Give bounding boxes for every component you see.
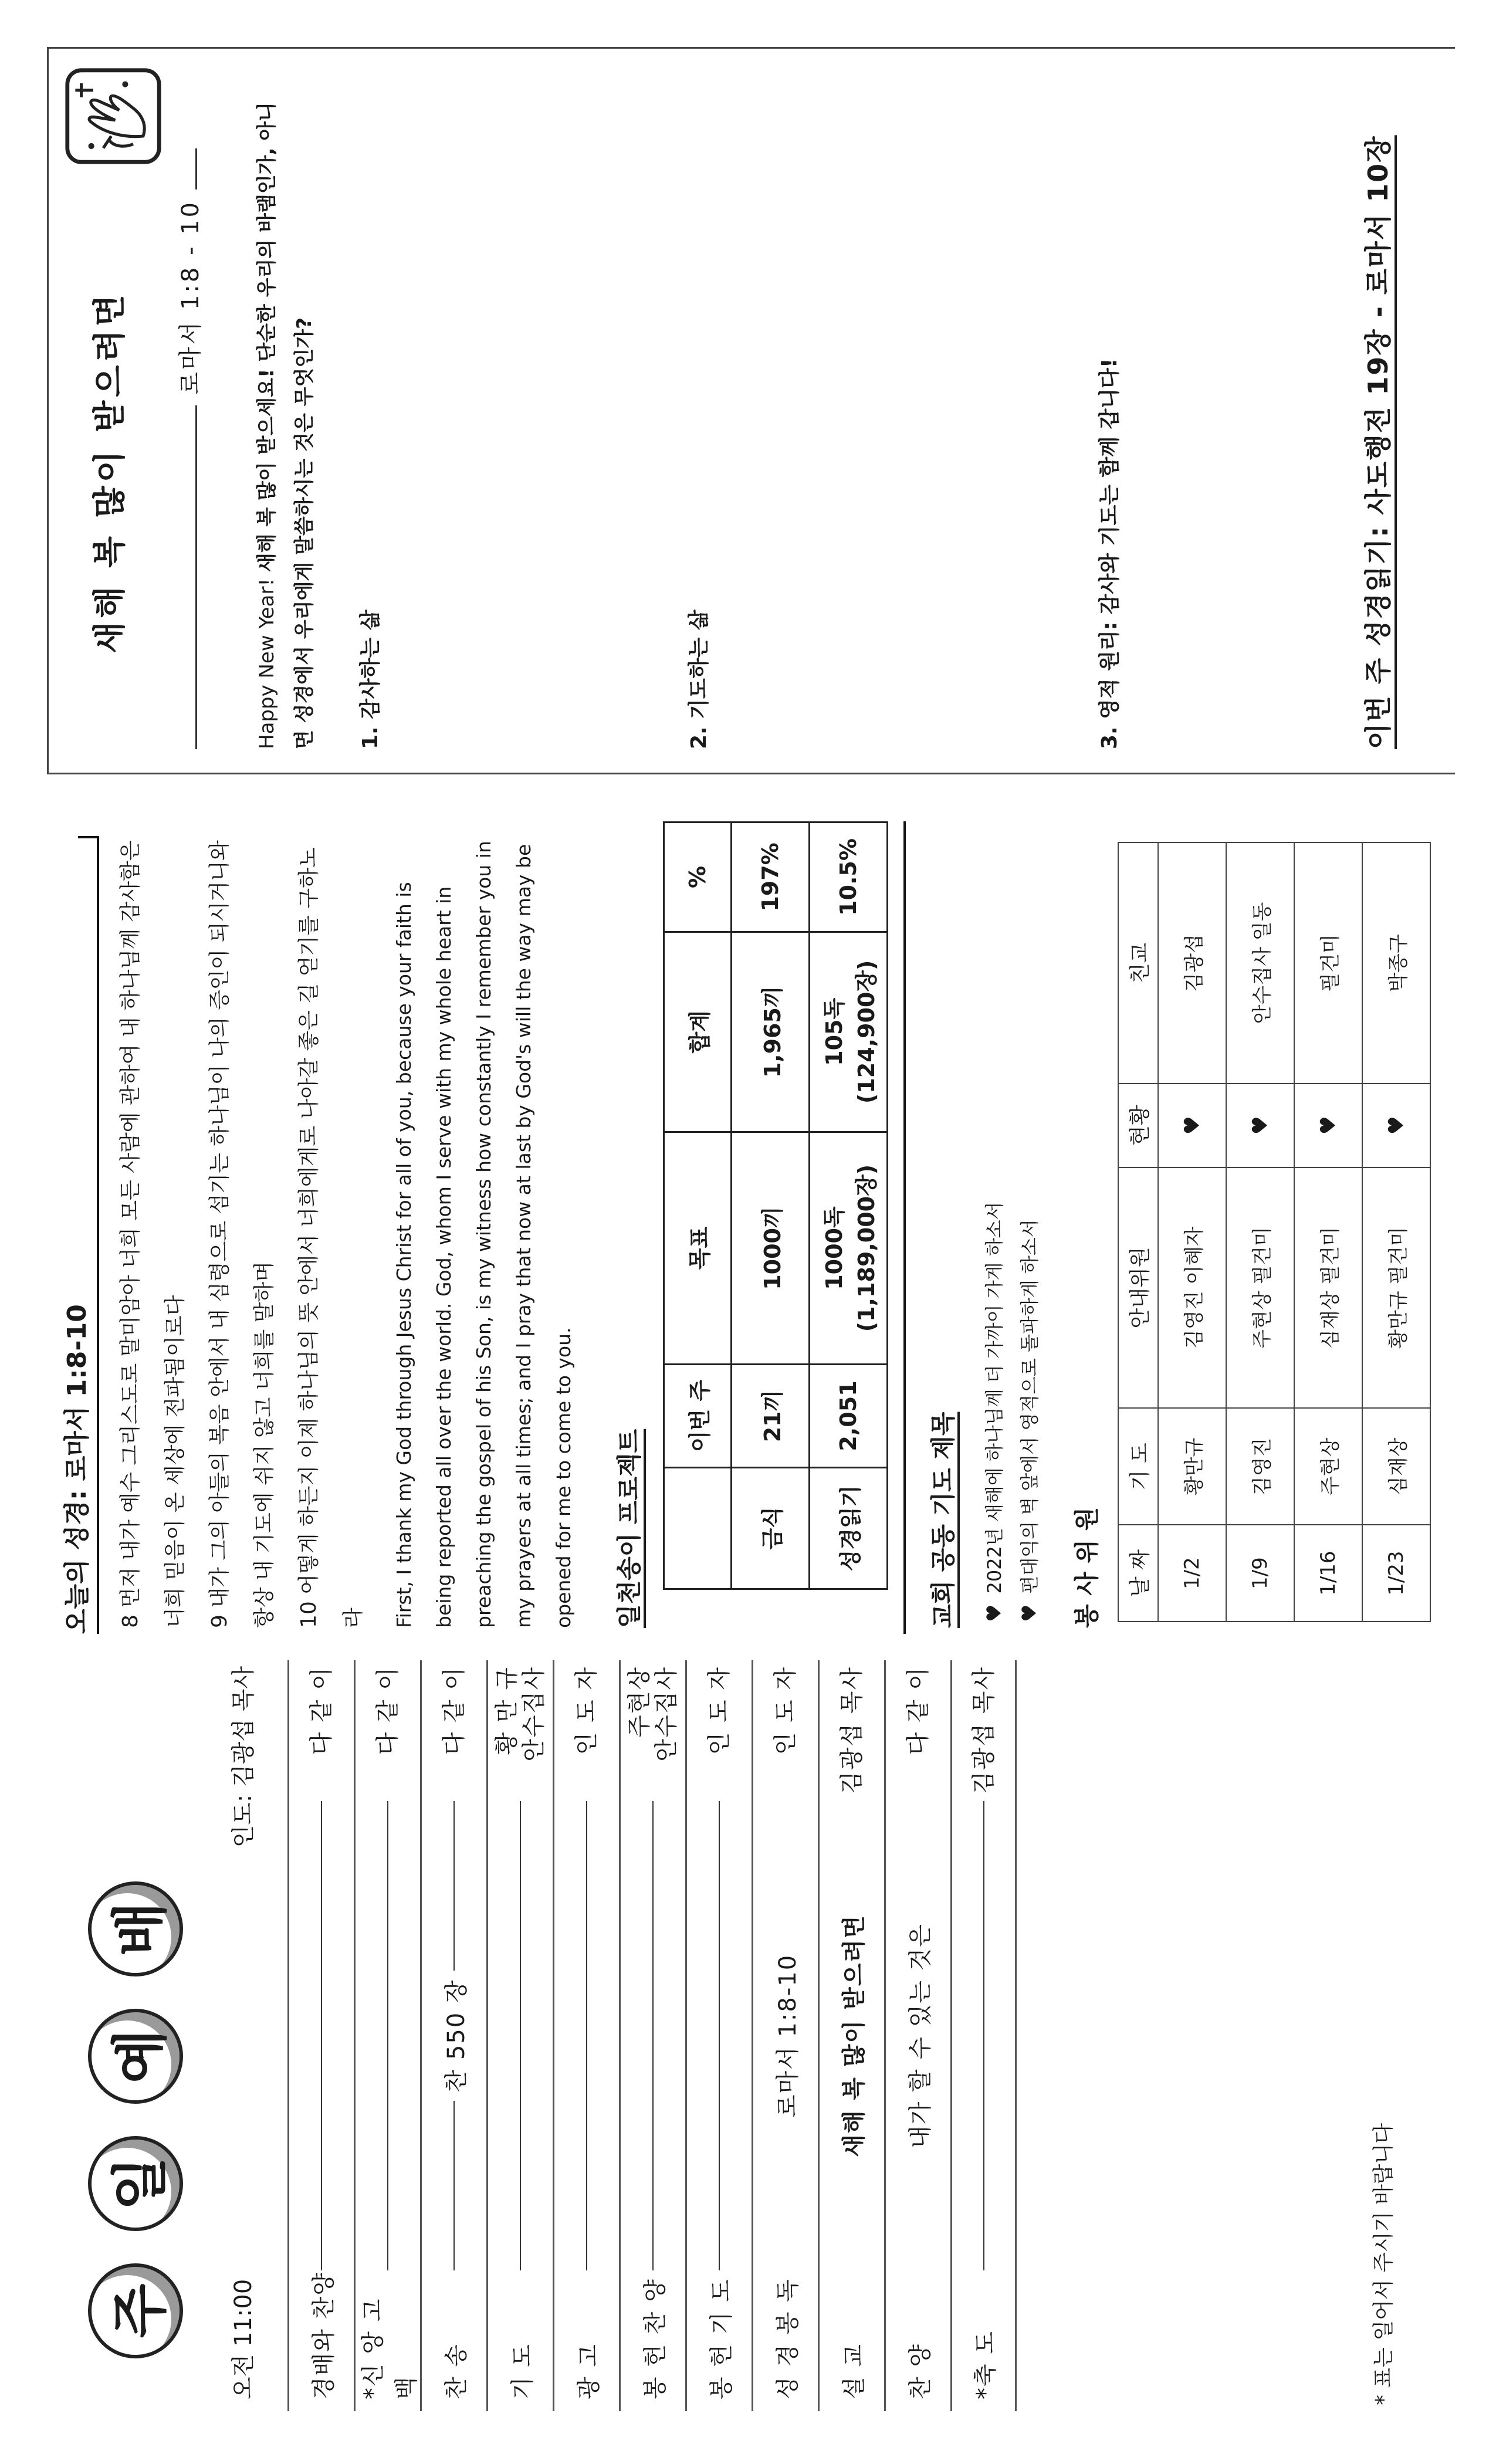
verse-8: 8 먼저 내가 예수 그리스도로 말미암아 너희 모든 사람에 관하여 내 하나님께 감사함은 너희 믿음이 온 세상에 전파됨이로다 bbox=[119, 840, 187, 1628]
servants-cell: 심재상 필건미 bbox=[1294, 1167, 1362, 1409]
worship-order-row bbox=[287, 1660, 354, 2411]
order-responsible: 다 같 이 bbox=[441, 1666, 468, 1755]
servants-row bbox=[1158, 842, 1226, 1622]
prayer-list bbox=[977, 1202, 1047, 1622]
order-content bbox=[520, 1801, 521, 2270]
english-translation: First, I thank my God through Jesus Christ for all of you, because your faith is being reported all over the world. God, whom I serve with my whole heart in preaching the gospel of his Son, is my witness how constantly I remember you in my prayers at all times; and I pray that now at last by God's will the way may be opened for me to come to you. bbox=[392, 841, 575, 1628]
project-table bbox=[663, 821, 888, 1590]
order-content bbox=[438, 1801, 471, 2270]
servants-cell: 김광섭 bbox=[1158, 842, 1226, 1084]
worship-header bbox=[223, 1666, 258, 2399]
servants-cell: 황만규 필건미 bbox=[1362, 1167, 1430, 1409]
order-content bbox=[902, 1801, 935, 2270]
middle-column bbox=[0, 821, 1496, 1634]
worship-order-row bbox=[486, 1660, 553, 2411]
servants-header-cell: 현황 bbox=[1118, 1084, 1158, 1167]
worship-order-row bbox=[619, 1660, 685, 2411]
order-responsible: 황 만 규 안수집사 bbox=[493, 1666, 547, 1762]
worship-order-row bbox=[950, 1660, 1017, 2411]
servants-cell: 1/2 bbox=[1158, 1525, 1226, 1622]
order-content bbox=[387, 1801, 388, 2270]
worship-title bbox=[88, 1881, 183, 2358]
verse-9: 9 내가 그의 아들의 복음 안에서 내 심령으로 섬기는 하나님이 나의 증인이 되시거니와 항상 내 기도에 쉬지 않고 너희를 말하며 bbox=[208, 840, 276, 1628]
project-cell: 197% bbox=[732, 823, 810, 932]
standing-note: * 표는 일어서 주시기 바랍니다 bbox=[1372, 2123, 1396, 2405]
servants-cell: 황만규 bbox=[1158, 1408, 1226, 1525]
order-item: *축 도 bbox=[972, 2330, 999, 2399]
worship-order-row bbox=[818, 1660, 884, 2411]
project-header-cell: 목표 bbox=[664, 1132, 732, 1365]
project-header-cell: 합계 bbox=[664, 932, 732, 1132]
servants-cell: 필건미 bbox=[1294, 842, 1362, 1084]
sermon-title: 새해 복 많이 받으려면 bbox=[91, 291, 129, 654]
project-cell: 105독 (124,900장) bbox=[810, 932, 888, 1132]
title-char: 예 bbox=[88, 2009, 183, 2104]
servants-cell: 김영진 bbox=[1226, 1408, 1294, 1525]
order-item: 기 도 bbox=[509, 2343, 536, 2399]
heart-icon: ♥ bbox=[1294, 1084, 1362, 1167]
order-responsible: 다 같 이 bbox=[905, 1666, 932, 1755]
order-item: 경배와 찬양 bbox=[310, 2272, 337, 2399]
point-1: 1. 감사하는 삶 bbox=[358, 610, 383, 749]
prayer-item: ♥ 편대익의 벽 앞에서 영적으로 돌파하게 하소서 bbox=[1012, 1202, 1047, 1622]
worship-order-row bbox=[884, 1660, 950, 2411]
project-cell: 10.5% bbox=[810, 823, 888, 932]
order-content-text: 찬 550 장 bbox=[442, 1979, 470, 2093]
order-item: 봉 헌 기 도 bbox=[708, 2278, 735, 2399]
project-header-cell: % bbox=[664, 823, 732, 932]
order-content-text: 새해 복 많이 받으려면 bbox=[840, 1914, 868, 2157]
project-cell: 1,965끼 bbox=[732, 932, 810, 1132]
worship-order-row bbox=[420, 1660, 486, 2411]
prayer-heading: 교회 공동 기도 제목 bbox=[929, 1412, 957, 1628]
prayer-item: ♥ 2022년 새해에 하나님께 더 가까이 가게 하소서 bbox=[977, 1202, 1012, 1622]
servants-cell: 주현상 필건미 bbox=[1226, 1167, 1294, 1409]
order-content bbox=[835, 1801, 869, 2270]
worship-order-row bbox=[354, 1660, 420, 2411]
intro-korean: 새해 복 많이 받으세요! 단순한 우리의 바램인가, 아니면 성경에서 우리에게 말씀하시는 것은 무엇인가? bbox=[255, 102, 316, 749]
servants-cell: 1/9 bbox=[1226, 1525, 1294, 1622]
project-heading: 일천송이 프로젝트 bbox=[615, 1429, 644, 1628]
servants-header-cell: 날 짜 bbox=[1118, 1525, 1158, 1622]
project-cell: 금식 bbox=[732, 1467, 810, 1589]
worship-leader: 인도: 김광섭 목사 bbox=[230, 1666, 257, 1848]
project-header-cell: 이번 주 bbox=[664, 1365, 732, 1467]
worship-order-row bbox=[685, 1660, 752, 2411]
servants-cell: 1/23 bbox=[1362, 1525, 1430, 1622]
servants-header-cell: 안내위원 bbox=[1118, 1167, 1158, 1409]
intro-english: Happy New Year! bbox=[255, 572, 279, 749]
point-2: 2. 기도하는 삶 bbox=[687, 610, 711, 749]
order-content bbox=[719, 1801, 720, 2270]
project-cell: 2,051 bbox=[810, 1365, 888, 1467]
worship-time: 오전 11:00 bbox=[230, 2279, 257, 2399]
order-responsible: 다 같 이 bbox=[308, 1666, 335, 1755]
servants-cell: 안수집사 일동 bbox=[1226, 842, 1294, 1084]
heart-icon: ♥ bbox=[1362, 1084, 1430, 1167]
servants-cell: 심재상 bbox=[1362, 1408, 1430, 1525]
project-cell: 1000독 (1,189,000장) bbox=[810, 1132, 888, 1365]
scripture-heading-text: 오늘의 성경: 로마서 1:8-10 bbox=[62, 1304, 92, 1634]
project-row bbox=[732, 823, 810, 1589]
project-cell: 21끼 bbox=[732, 1365, 810, 1467]
order-responsible: 김광섭 목사 bbox=[970, 1666, 997, 1794]
title-char: 배 bbox=[88, 1881, 183, 1976]
order-content bbox=[983, 1801, 984, 2270]
order-responsible: 인 도 자 bbox=[706, 1666, 733, 1755]
order-content bbox=[586, 1801, 587, 2270]
project-header-cell bbox=[664, 1467, 732, 1589]
servants-row bbox=[1362, 842, 1430, 1622]
praying-hands-icon bbox=[63, 66, 163, 166]
title-char: 주 bbox=[88, 2263, 183, 2358]
scripture-heading bbox=[56, 836, 99, 1634]
project-cell: 1000끼 bbox=[732, 1132, 810, 1365]
divider bbox=[903, 821, 906, 1634]
order-item: 성 경 봉 독 bbox=[774, 2278, 801, 2399]
order-responsible: 인 도 자 bbox=[772, 1666, 799, 1755]
order-item: 광 고 bbox=[575, 2343, 603, 2399]
worship-order-row bbox=[553, 1660, 619, 2411]
order-content bbox=[769, 1801, 803, 2270]
sermon-reference: 로마서 1:8 - 10 bbox=[172, 189, 205, 405]
worship-order-column bbox=[0, 1637, 1496, 2429]
worship-order-row bbox=[752, 1660, 818, 2411]
servants-cell: 주현상 bbox=[1294, 1408, 1362, 1525]
order-item: *신 앙 고 백 bbox=[360, 2297, 420, 2399]
sermon-intro bbox=[248, 84, 323, 749]
order-responsible: 김광섭 목사 bbox=[838, 1666, 865, 1794]
servants-heading: 봉 사 위 원 bbox=[1072, 1507, 1101, 1628]
servants-header-cell: 기 도 bbox=[1118, 1408, 1158, 1525]
point-3: 3. 영적 원리: 감사와 기도는 함께 갑니다! bbox=[1098, 358, 1122, 749]
heart-icon: ♥ bbox=[1158, 1084, 1226, 1167]
order-responsible: 인 도 자 bbox=[573, 1666, 600, 1755]
servants-cell: 1/16 bbox=[1294, 1525, 1362, 1622]
servants-cell: 김영진 이혜자 bbox=[1158, 1167, 1226, 1409]
order-content bbox=[321, 1801, 322, 2270]
sermon-notes-column bbox=[47, 47, 1455, 774]
order-content bbox=[652, 1801, 654, 2270]
worship-order-list bbox=[287, 1660, 1017, 2411]
project-cell: 성경읽기 bbox=[810, 1467, 888, 1589]
servants-row bbox=[1226, 842, 1294, 1622]
order-item: 찬 송 bbox=[442, 2343, 470, 2399]
verse-10: 10 어떻게 하든지 이제 하나님의 뜻 안에서 너희에게로 나아갈 좋은 길 얻기를 구하노라 bbox=[297, 847, 365, 1628]
servants-cell: 박종구 bbox=[1362, 842, 1430, 1084]
servants-row bbox=[1294, 842, 1362, 1622]
order-item: 봉 헌 찬 양 bbox=[641, 2278, 669, 2399]
servants-table bbox=[1118, 842, 1431, 1622]
project-row bbox=[810, 823, 888, 1589]
order-responsible: 다 같 이 bbox=[374, 1666, 401, 1755]
order-responsible: 주현상 안수집사 bbox=[626, 1666, 680, 1762]
title-char: 일 bbox=[88, 2136, 183, 2231]
weekly-bible-reading: 이번 주 성경읽기: 사도행전 19장 - 로마서 10장 bbox=[1362, 135, 1394, 749]
order-item: 설 교 bbox=[840, 2343, 868, 2399]
heart-icon: ♥ bbox=[1226, 1084, 1294, 1167]
scripture-text bbox=[109, 836, 584, 1628]
order-item: 찬 양 bbox=[906, 2343, 934, 2399]
order-content-text: 내가 할 수 있는 것은 bbox=[906, 1923, 934, 2148]
order-content-text: 로마서 1:8-10 bbox=[774, 1954, 801, 2118]
servants-header-cell: 친교 bbox=[1118, 842, 1158, 1084]
